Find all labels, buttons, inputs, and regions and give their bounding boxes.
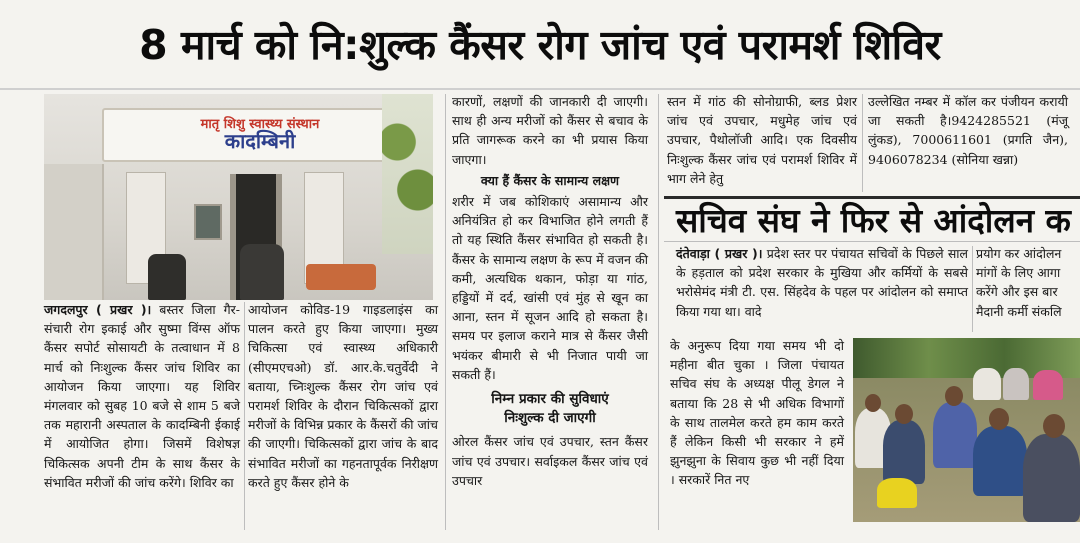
story2-right-line: मांगों के लिए आगा	[976, 265, 1061, 281]
story1-col1-text: बस्तर जिला गैर-संचारी रोग इकाई और सुष्मा विंग्स ऑफ कैंसर सपोर्ट सोसायटी के तत्वाधान में 8 मार्च को निःशुल्क कैंसर जांच शिविर का आयोजन किया जाएगा। यह शिविर मंगलवार को सुबह 10 बजे से शाम 5 बजे तक महारानी अस्पताल के कादम्बिनी ईकाई में आयोजित होगा। जिसमें विशेषज्ञ चिकित्सक अपनी टीम के साथ कैंसर के संभावित मरीजों की जांच करेंगे। शिविर का	[44, 302, 240, 490]
notice-board	[194, 204, 222, 240]
page-headline: 8 मार्च को नि:शुल्क कैंसर रोग जांच एवं परामर्श शिविर	[139, 21, 941, 69]
scooter	[148, 254, 186, 300]
building-pillar	[44, 164, 104, 300]
story1-column-5	[868, 92, 1068, 169]
person	[1033, 370, 1063, 400]
person-head	[945, 386, 963, 406]
page-edge	[1072, 90, 1080, 210]
story1-col5-text: उल्लेखित नम्बर में कॉल कर पंजीयन करायी जा सकती है।9424285521 (मंजू लुंकड), 7000611601 (प्रगति जैन), 9406078234 (सोनिया खन्ना)	[868, 94, 1068, 167]
person	[973, 368, 1001, 400]
flower-pots	[306, 264, 376, 290]
story2-headline: सचिव संघ ने फिर से आंदोलन क	[664, 196, 1080, 242]
story1-col3-body: शरीर में जब कोशिकाएं असामान्य और अनियंत्रित हो कर विभाजित होने लगती हैं तो यह स्थिति कैंसर संभावित हो सकती है। कैंसर के सामान्य लक्षण के रूप में वजन की कमी, अत्यधिक थकान, फोड़ा या गांठ, हड्डियों में दर्द, खांसी एवं मुंह से खून का आना, स्तन में सूजन आदि हो सकता है।समय पर इलाज कराने मात्र से कैंसर जैसी भयंकर बीमारी से भी निजात पायी जा सकती हैं।	[452, 194, 648, 382]
person	[883, 420, 925, 484]
meeting-photo	[853, 338, 1080, 522]
headline-rule	[0, 88, 1080, 90]
column-divider	[658, 94, 659, 530]
column-divider	[862, 94, 863, 192]
sign-line-1: मातृ शिशु स्वास्थ्य संस्थान	[200, 116, 320, 132]
scooter	[240, 244, 284, 300]
hospital-photo	[44, 94, 433, 300]
column-divider	[972, 246, 973, 332]
column-divider	[445, 94, 446, 530]
story1-col4-text: स्तन में गांठ की सोनोग्राफी, ब्लड प्रेशर जांच एवं उपचार, मधुमेह जांच एवं उपचार, पैथोलॉजी आदि। एक दिवसीय निःशुल्क कैंसर जांच एवं परामर्श शिविर में भाग लेने हेतु	[667, 94, 857, 186]
tree	[382, 94, 433, 254]
person-head	[865, 394, 881, 412]
story2-body-text: के अनुरूप दिया गया समय भी दो महीना बीत चुका । जिला पंचायत सचिव संघ के अध्यक्ष पीलू डेगल ने बताया कि 28 से भी अधिक विभागों के साथ तालमेल करते हम काम करते हैं लेकिन किसी भी सरकार ने हमें झुनझुना के सिवाय कुछ भी नहीं दिया । सरकारें नित नए	[670, 338, 844, 488]
story1-column-2	[248, 300, 438, 492]
story1-col2-text: आयोजन कोविड-19 गाइडलाइंस का पालन करते हुए किया जाएगा। मुख्य चिकित्सा एवं स्वास्थ्य अधिकारी (सीएमएचओ) डॉ. आर.के.चतुर्वेदी ने बताया, च्निःशुल्क कैंसर रोग जांच एवं परामर्श शिविर के दौरान चिकित्सकों द्वारा मरीजों के विभिन्न प्रकार के कैंसरों की जांच की जाएगी। चिकित्सकों द्वारा जांच के बाद संभावित मरीजों का गहनतापूर्वक निरीक्षण करते हुए कैंसर होने के	[248, 302, 438, 490]
story1-column-1	[44, 300, 240, 492]
story1-column-4	[667, 92, 857, 188]
story2-right-line: प्रयोग कर आंदोलन	[976, 246, 1062, 261]
story2-right-line: करेंगे और इस बार	[976, 284, 1058, 300]
story1-subhead-symptoms: क्या हैं कैंसर के सामान्य लक्षण	[480, 172, 620, 188]
yellow-bag	[877, 478, 917, 508]
sign-line-2: कादम्बिनी	[224, 129, 296, 154]
story2-dateline: दंतेवाड़ा ( प्रखर )।	[676, 246, 763, 261]
person	[1003, 368, 1029, 400]
story2-body	[670, 336, 844, 490]
hospital-signboard	[102, 108, 418, 162]
story1-subhead-facilities: निम्न प्रकार की सुविधाएं	[491, 391, 609, 408]
story2-right-line: मैदानी कर्मी संकलि	[976, 303, 1062, 319]
story1-dateline: जगदलपुर ( प्रखर )।	[44, 302, 152, 317]
story1-col3-tail: ओरल कैंसर जांच एवं उपचार, स्तन कैंसर जांच एवं उपचार। सर्वाइकल कैंसर जांच एवं उपचार	[452, 434, 648, 488]
person	[973, 426, 1027, 496]
story1-col3-top: कारणों, लक्षणों की जानकारी दी जाएगी। साथ ही अन्य मरीजों को कैंसर से बचाव के प्रति जागरूक करने का भी प्रयास किया जाएगा।	[452, 94, 648, 167]
column-divider	[244, 302, 245, 530]
story2-right-column	[976, 244, 1080, 321]
person-head	[1043, 414, 1065, 438]
story1-column-3	[452, 92, 648, 490]
person	[1023, 434, 1080, 522]
story2-lead	[676, 244, 968, 321]
story1-subhead-free: निःशुल्क दी जाएगी	[504, 410, 596, 427]
person	[933, 402, 977, 468]
story2-lead-text: प्रदेश स्तर पर पंचायत सचिवों के पिछले साल के हड़ताल को प्रदेश सरकार के मुखिया और कर्मियों के सबसे भरोसेमंद मंत्री टी. एस. सिंहदेव के पहल पर आंदोलन को समाप्त किया गया था। वादे	[676, 246, 969, 319]
person-head	[895, 404, 913, 424]
person-head	[989, 408, 1009, 430]
